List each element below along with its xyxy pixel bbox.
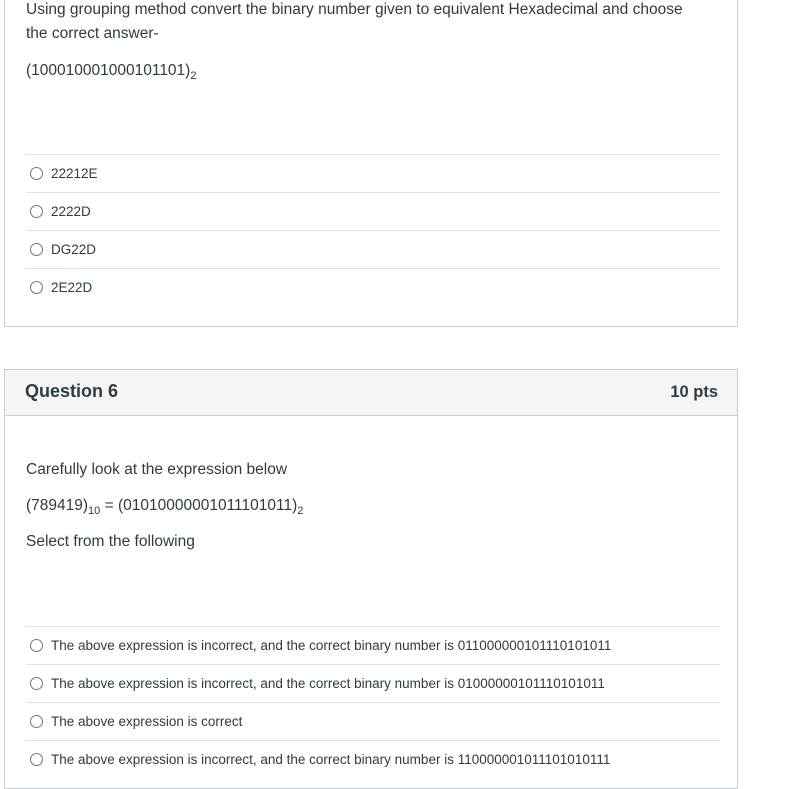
answer-label[interactable]: The above expression is correct bbox=[51, 714, 243, 729]
question-5-prompt-line2: the correct answer- bbox=[26, 25, 159, 42]
question-5-card bbox=[4, 0, 738, 327]
binary-value: (100010001000101101) bbox=[26, 62, 191, 79]
question-6-card bbox=[4, 369, 738, 789]
answer-label[interactable]: The above expression is incorrect, and the correct binary number is 011000000101110101011 bbox=[51, 638, 612, 653]
question-6-expression bbox=[26, 494, 303, 523]
question-5-prompt-line1: Using grouping method convert the binary number given to equivalent Hexadecimal and choose bbox=[26, 1, 683, 18]
radio-button[interactable] bbox=[30, 167, 43, 180]
answer-label[interactable]: The above expression is incorrect, and the correct binary number is 110000001011101010111 bbox=[51, 752, 611, 767]
answer-option[interactable] bbox=[26, 154, 720, 192]
answer-option[interactable] bbox=[26, 664, 720, 702]
binary-base: 2 bbox=[190, 70, 197, 83]
answer-label[interactable]: DG22D bbox=[51, 242, 97, 257]
question-header bbox=[5, 370, 737, 416]
answer-option[interactable] bbox=[26, 740, 720, 778]
radio-button[interactable] bbox=[30, 753, 43, 766]
expr-left: (789419) bbox=[26, 497, 89, 514]
radio-button[interactable] bbox=[30, 243, 43, 256]
radio-button[interactable] bbox=[30, 677, 43, 690]
expr-mid: = (01010000001011101011) bbox=[100, 497, 298, 514]
answer-label[interactable]: The above expression is incorrect, and the correct binary number is 01000000101110101011 bbox=[51, 676, 605, 691]
question-5-binary bbox=[26, 59, 196, 88]
radio-button[interactable] bbox=[30, 715, 43, 728]
expr-right-base: 2 bbox=[297, 505, 304, 518]
radio-button[interactable] bbox=[30, 205, 43, 218]
question-5-answers bbox=[26, 154, 720, 306]
question-6-intro: Carefully look at the expression below bbox=[26, 461, 288, 478]
answer-label[interactable]: 2E22D bbox=[51, 280, 93, 295]
answer-option[interactable] bbox=[26, 268, 720, 306]
answer-option[interactable] bbox=[26, 230, 720, 268]
answer-option[interactable] bbox=[26, 626, 720, 664]
radio-button[interactable] bbox=[30, 281, 43, 294]
radio-button[interactable] bbox=[30, 639, 43, 652]
question-5-prompt bbox=[26, 0, 683, 46]
expr-left-base: 10 bbox=[88, 505, 101, 518]
answer-label[interactable]: 2222D bbox=[51, 204, 91, 219]
question-6-answers bbox=[26, 626, 720, 778]
question-points: 10 pts bbox=[670, 383, 718, 401]
answer-option[interactable] bbox=[26, 192, 720, 230]
answer-label[interactable]: 22212E bbox=[51, 166, 98, 181]
question-6-select-text: Select from the following bbox=[26, 533, 195, 550]
question-title: Question 6 bbox=[25, 381, 119, 401]
answer-option[interactable] bbox=[26, 702, 720, 740]
